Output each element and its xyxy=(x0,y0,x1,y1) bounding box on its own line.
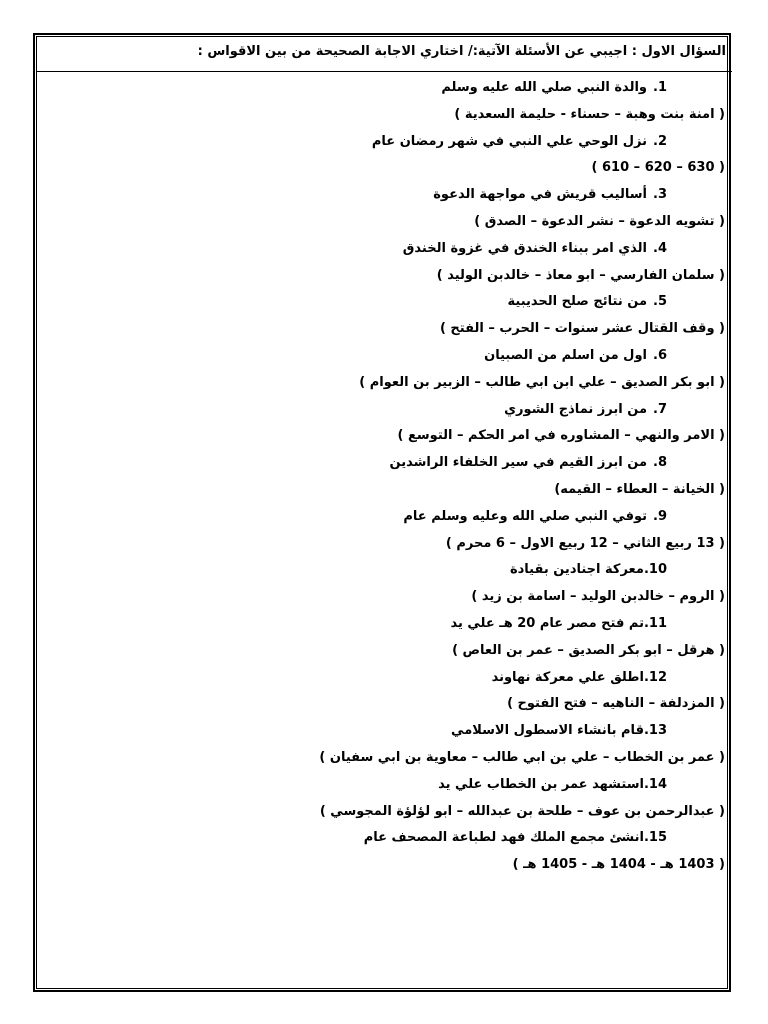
question-stem xyxy=(40,346,725,373)
question-stem xyxy=(40,132,725,159)
question-stem xyxy=(40,400,725,427)
question-item xyxy=(40,132,725,186)
question-stem xyxy=(40,828,725,855)
question-options: ( 13 ربيع الثاني – 12 ربيع الاول – 6 محرم ) xyxy=(445,535,725,551)
question-text: اول من اسلم من الصبيان xyxy=(484,347,647,363)
question-item xyxy=(40,614,725,668)
question-stem xyxy=(40,507,725,534)
question-stem xyxy=(40,560,725,587)
question-item xyxy=(40,400,725,454)
question-text: من نتائج صلح الحديبية xyxy=(507,294,647,310)
question-options: ( عمر بن الخطاب – علي بن ابي طالب – معاوية بن ابي سفيان ) xyxy=(319,749,725,765)
question-stem xyxy=(40,292,725,319)
question-item xyxy=(40,721,725,775)
question-item xyxy=(40,828,725,882)
question-item xyxy=(40,775,725,829)
question-stem xyxy=(40,78,725,105)
question-number: 8. xyxy=(653,455,667,471)
question-stem xyxy=(40,721,725,748)
question-item xyxy=(40,560,725,614)
question-stem xyxy=(40,239,725,266)
question-options: ( الروم – خالدبن الوليد – اسامة بن زيد ) xyxy=(471,589,725,605)
question-text: من ابرز نماذج الشوري xyxy=(504,401,647,417)
question-stem xyxy=(40,775,725,802)
question-number: 14. xyxy=(643,776,667,792)
question-text: انشئ مجمع الملك فهد لطباعة المصحف عام xyxy=(363,830,644,846)
question-text: من ابرز القيم في سير الخلفاء الراشدين xyxy=(389,455,647,471)
question-options: ( هرقل – ابو بكر الصديق – عمر بن العاص ) xyxy=(452,642,725,658)
question-number: 11. xyxy=(643,615,667,631)
question-options: ( 630 – 620 – 610 ) xyxy=(591,160,725,176)
question-number: 10. xyxy=(643,562,667,578)
question-number: 15. xyxy=(643,830,667,846)
question-item xyxy=(40,668,725,722)
question-options: ( المزدلفة – الناهيه – فتح الفتوح ) xyxy=(507,696,725,712)
question-stem xyxy=(40,453,725,480)
question-item xyxy=(40,78,725,132)
question-text: تم فتح مصر عام 20 هـ علي يد xyxy=(450,615,644,631)
question-stem xyxy=(40,185,725,212)
question-number: 5. xyxy=(653,294,667,310)
question-item xyxy=(40,185,725,239)
question-text: استشهد عمر بن الخطاب علي يد xyxy=(438,776,644,792)
question-options: ( عبدالرحمن بن عوف – طلحة بن عبدالله – ابو لؤلؤة المجوسي ) xyxy=(319,803,725,819)
question-number: 6. xyxy=(653,347,667,363)
question-options: ( الامر والنهي – المشاوره في امر الحكم – التوسع ) xyxy=(397,428,725,444)
title-divider xyxy=(36,71,732,72)
question-text: الذي امر ببناء الخندق في غزوة الخندق xyxy=(402,240,647,256)
question-options: ( تشويه الدعوة – نشر الدعوة – الصدق ) xyxy=(474,213,725,229)
question-options: ( 1403 هـ - 1404 هـ - 1405 هـ ) xyxy=(512,857,725,873)
question-text: قام بانشاء الاسطول الاسلامي xyxy=(451,723,644,739)
question-options: ( امنة بنت وهبة – حسناء - حليمة السعدية ) xyxy=(454,106,725,122)
question-text: أساليب قريش في مواجهة الدعوة xyxy=(433,187,647,203)
question-item xyxy=(40,239,725,293)
question-number: 1. xyxy=(653,80,667,95)
question-stem xyxy=(40,668,725,695)
question-text: معركة اجنادين بقيادة xyxy=(509,562,644,578)
question-stem xyxy=(40,614,725,641)
question-number: 2. xyxy=(653,133,667,149)
question-options: ( الخيانة – العطاء – القيمه) xyxy=(554,481,725,497)
question-number: 13. xyxy=(643,723,667,739)
question-number: 7. xyxy=(653,401,667,417)
question-text: نزل الوحي علي النبي في شهر رمضان عام xyxy=(371,133,647,149)
question-number: 3. xyxy=(653,187,667,203)
question-item xyxy=(40,292,725,346)
question-list xyxy=(40,78,725,882)
question-number: 9. xyxy=(653,508,667,524)
question-item xyxy=(40,346,725,400)
question-text: توفي النبي صلي الله وعليه وسلم عام xyxy=(403,508,647,524)
page-title: السؤال الاول : اجيبي عن الأسئلة الآتية:/ اختاري الاجابة الصحيحة من بين الاقواس : xyxy=(197,44,726,59)
question-options: ( ابو بكر الصديق – علي ابن ابي طالب – الزبير بن العوام ) xyxy=(359,374,725,390)
question-text: والدة النبي صلي الله عليه وسلم xyxy=(441,80,647,95)
question-number: 12. xyxy=(643,669,667,685)
question-item xyxy=(40,453,725,507)
question-text: اطلق علي معركة نهاوند xyxy=(491,669,644,685)
question-options: ( وقف القتال عشر سنوات – الحرب – الفتح ) xyxy=(439,321,725,337)
question-options: ( سلمان الفارسي – ابو معاذ – خالدبن الوليد ) xyxy=(436,267,725,283)
question-item xyxy=(40,507,725,561)
question-number: 4. xyxy=(653,240,667,256)
